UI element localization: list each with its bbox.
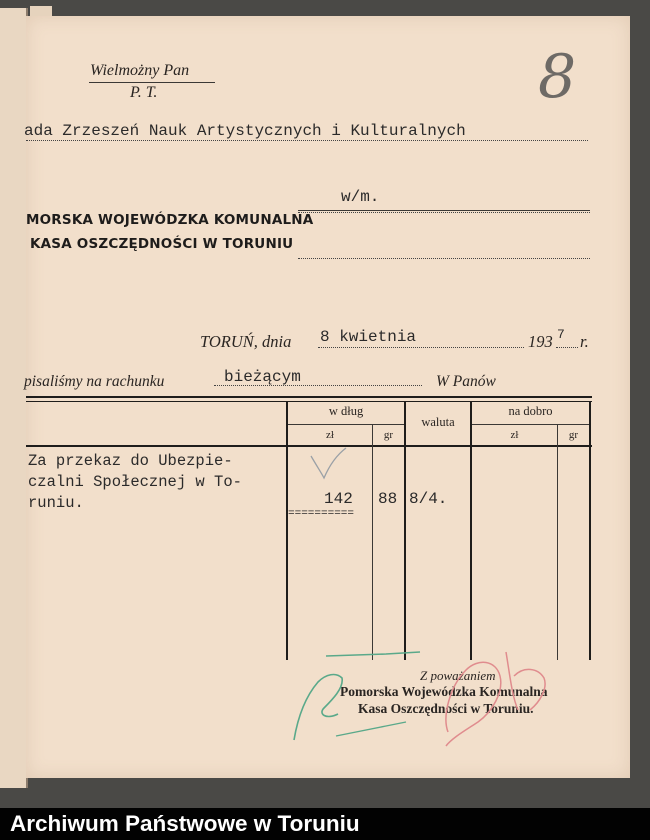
green-signature-icon	[294, 652, 420, 740]
paper-tab	[30, 6, 52, 16]
account-suffix: W Panów	[436, 373, 496, 390]
account-type: bieżącym	[224, 368, 301, 386]
pt-abbrev: P. T.	[130, 84, 158, 101]
dobro-gr-header: gr	[568, 429, 579, 441]
date-r: r.	[580, 332, 589, 351]
description-line2: czalni Społecznej w To-	[28, 473, 242, 491]
closing-bank-line1: Pomorska Wojewódzka Komunalna	[340, 684, 548, 699]
waluta-value: 8/4.	[409, 490, 448, 508]
date-year-prefix: 193	[528, 332, 553, 351]
w-dlug-header: w dług	[328, 404, 364, 418]
date-city-prefix: TORUŃ, dnia	[200, 332, 292, 351]
red-signature-icon	[446, 652, 545, 746]
check-mark-icon	[311, 448, 346, 478]
amount-zl: 142	[324, 490, 353, 508]
recipient-name: ada Zrzeszeń Nauk Artystycznych i Kulturalnych	[24, 122, 466, 140]
handwritten-marks	[26, 16, 630, 778]
amount-gr: 88	[378, 490, 398, 508]
bank-name-line2: KASA OSZCZĘDNOŚCI W TORUNIU	[30, 236, 294, 252]
dlug-gr-header: gr	[383, 429, 394, 441]
amount-double-underline: ==========	[288, 508, 355, 520]
dlug-zl-header: zł	[326, 429, 334, 441]
date-day-month: 8 kwietnia	[320, 328, 417, 346]
archive-footer-bar	[0, 808, 650, 840]
date-year-suffix: 7	[557, 327, 565, 342]
page-number-handwritten: 8	[538, 42, 577, 112]
bank-notice-paper	[26, 16, 630, 778]
account-prefix: pisaliśmy na rachunku	[24, 373, 165, 390]
description-line1: Za przekaz do Ubezpie-	[28, 452, 233, 470]
archive-name: Archiwum Państwowe w Toruniu	[10, 811, 360, 836]
salutation: Wielmożny Pan	[90, 62, 190, 79]
waluta-header: waluta	[421, 415, 455, 429]
bank-name-line1: MORSKA WOJEWÓDZKA KOMUNALNA	[26, 212, 314, 228]
dobro-zl-header: zł	[510, 429, 519, 441]
place-wm: w/m.	[341, 188, 380, 206]
closing-bank-line2: Kasa Oszczędności w Toruniu.	[358, 701, 534, 716]
na-dobro-header: na dobro	[508, 404, 553, 418]
closing-regards: Z poważaniem	[420, 668, 496, 683]
description-line3: runiu.	[28, 494, 84, 512]
green-stroke-icon	[336, 722, 406, 736]
